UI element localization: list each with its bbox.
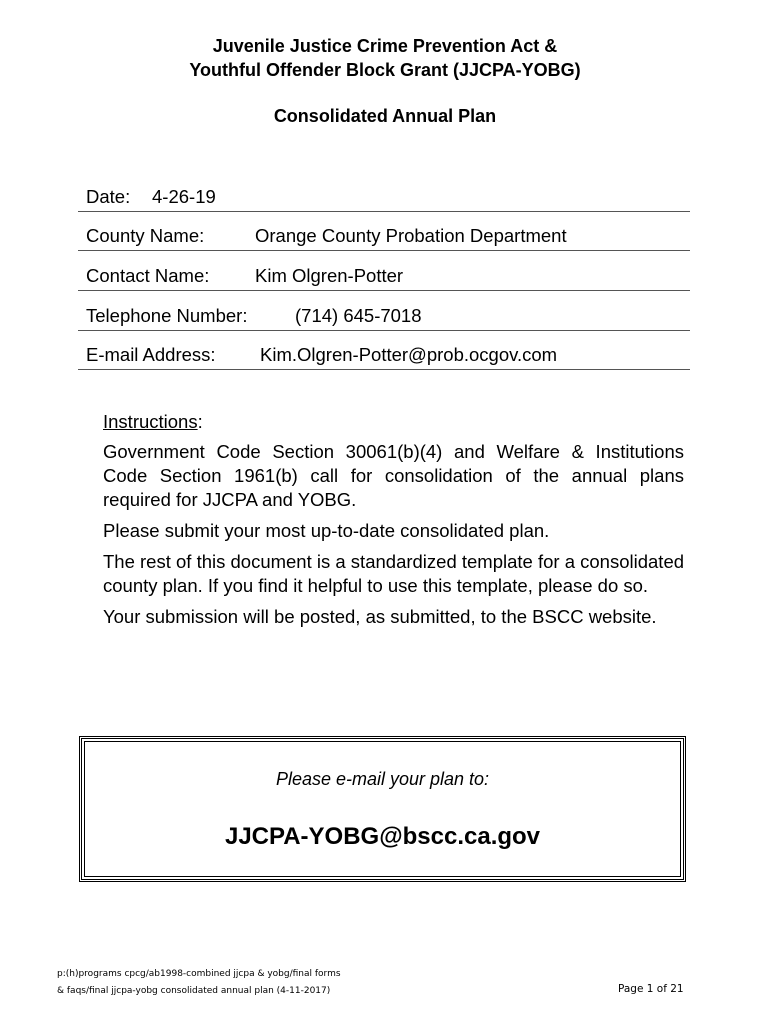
footer-path-line-2: & faqs/final jjcpa-yobg consolidated annual plan (4-11-2017)	[57, 986, 331, 996]
document-title-line-2: Youthful Offender Block Grant (JJCPA-YOBG)	[189, 60, 581, 80]
footer-path-line-1: p:(h)programs cpcg/ab1998-combined jjcpa & yobg/final forms	[57, 969, 341, 979]
page-number: Page 1 of 21	[618, 983, 684, 995]
email-row	[78, 341, 690, 370]
contact-name-row	[78, 262, 690, 291]
submission-email-address[interactable]: JJCPA-YOBG@bscc.ca.gov	[224, 823, 541, 850]
document-title-block	[0, 34, 770, 128]
telephone-row	[78, 302, 690, 331]
date-value: 4-26-19	[152, 186, 216, 207]
county-name-value: Orange County Probation Department	[255, 225, 567, 246]
instructions-heading: Instructions:	[103, 411, 203, 432]
telephone-label: Telephone Number:	[86, 305, 248, 326]
email-label: E-mail Address:	[86, 344, 216, 365]
telephone-value: (714) 645-7018	[295, 305, 422, 326]
document-subtitle: Consolidated Annual Plan	[273, 106, 497, 126]
date-label: Date:	[86, 186, 131, 207]
date-row	[78, 183, 690, 212]
instructions-paragraph: Government Code Section 30061(b)(4) and Welfare & Institutions Code Section 1961(b) call for consolidation of the annual plans required for JJCPA and YOBG.	[103, 441, 684, 510]
instructions-paragraph: Please submit your most up-to-date consolidated plan.	[103, 520, 550, 541]
submission-box-inner-border	[84, 741, 681, 877]
submission-email-box	[79, 736, 686, 882]
submission-prompt: Please e-mail your plan to:	[275, 769, 490, 789]
instructions-paragraph: Your submission will be posted, as submitted, to the BSCC website.	[103, 606, 657, 627]
contact-name-value: Kim Olgren-Potter	[255, 265, 404, 286]
document-title-line-1: Juvenile Justice Crime Prevention Act &	[212, 36, 558, 56]
email-value: Kim.Olgren-Potter@prob.ocgov.com	[260, 344, 558, 365]
contact-name-label: Contact Name:	[86, 265, 210, 286]
instructions-paragraph: The rest of this document is a standardized template for a consolidated county plan. If you find it helpful to use this template, please do so.	[103, 551, 685, 596]
county-name-label: County Name:	[86, 225, 205, 246]
county-name-row	[78, 222, 690, 251]
footer-file-path	[57, 966, 341, 1000]
instructions-section	[103, 410, 684, 636]
